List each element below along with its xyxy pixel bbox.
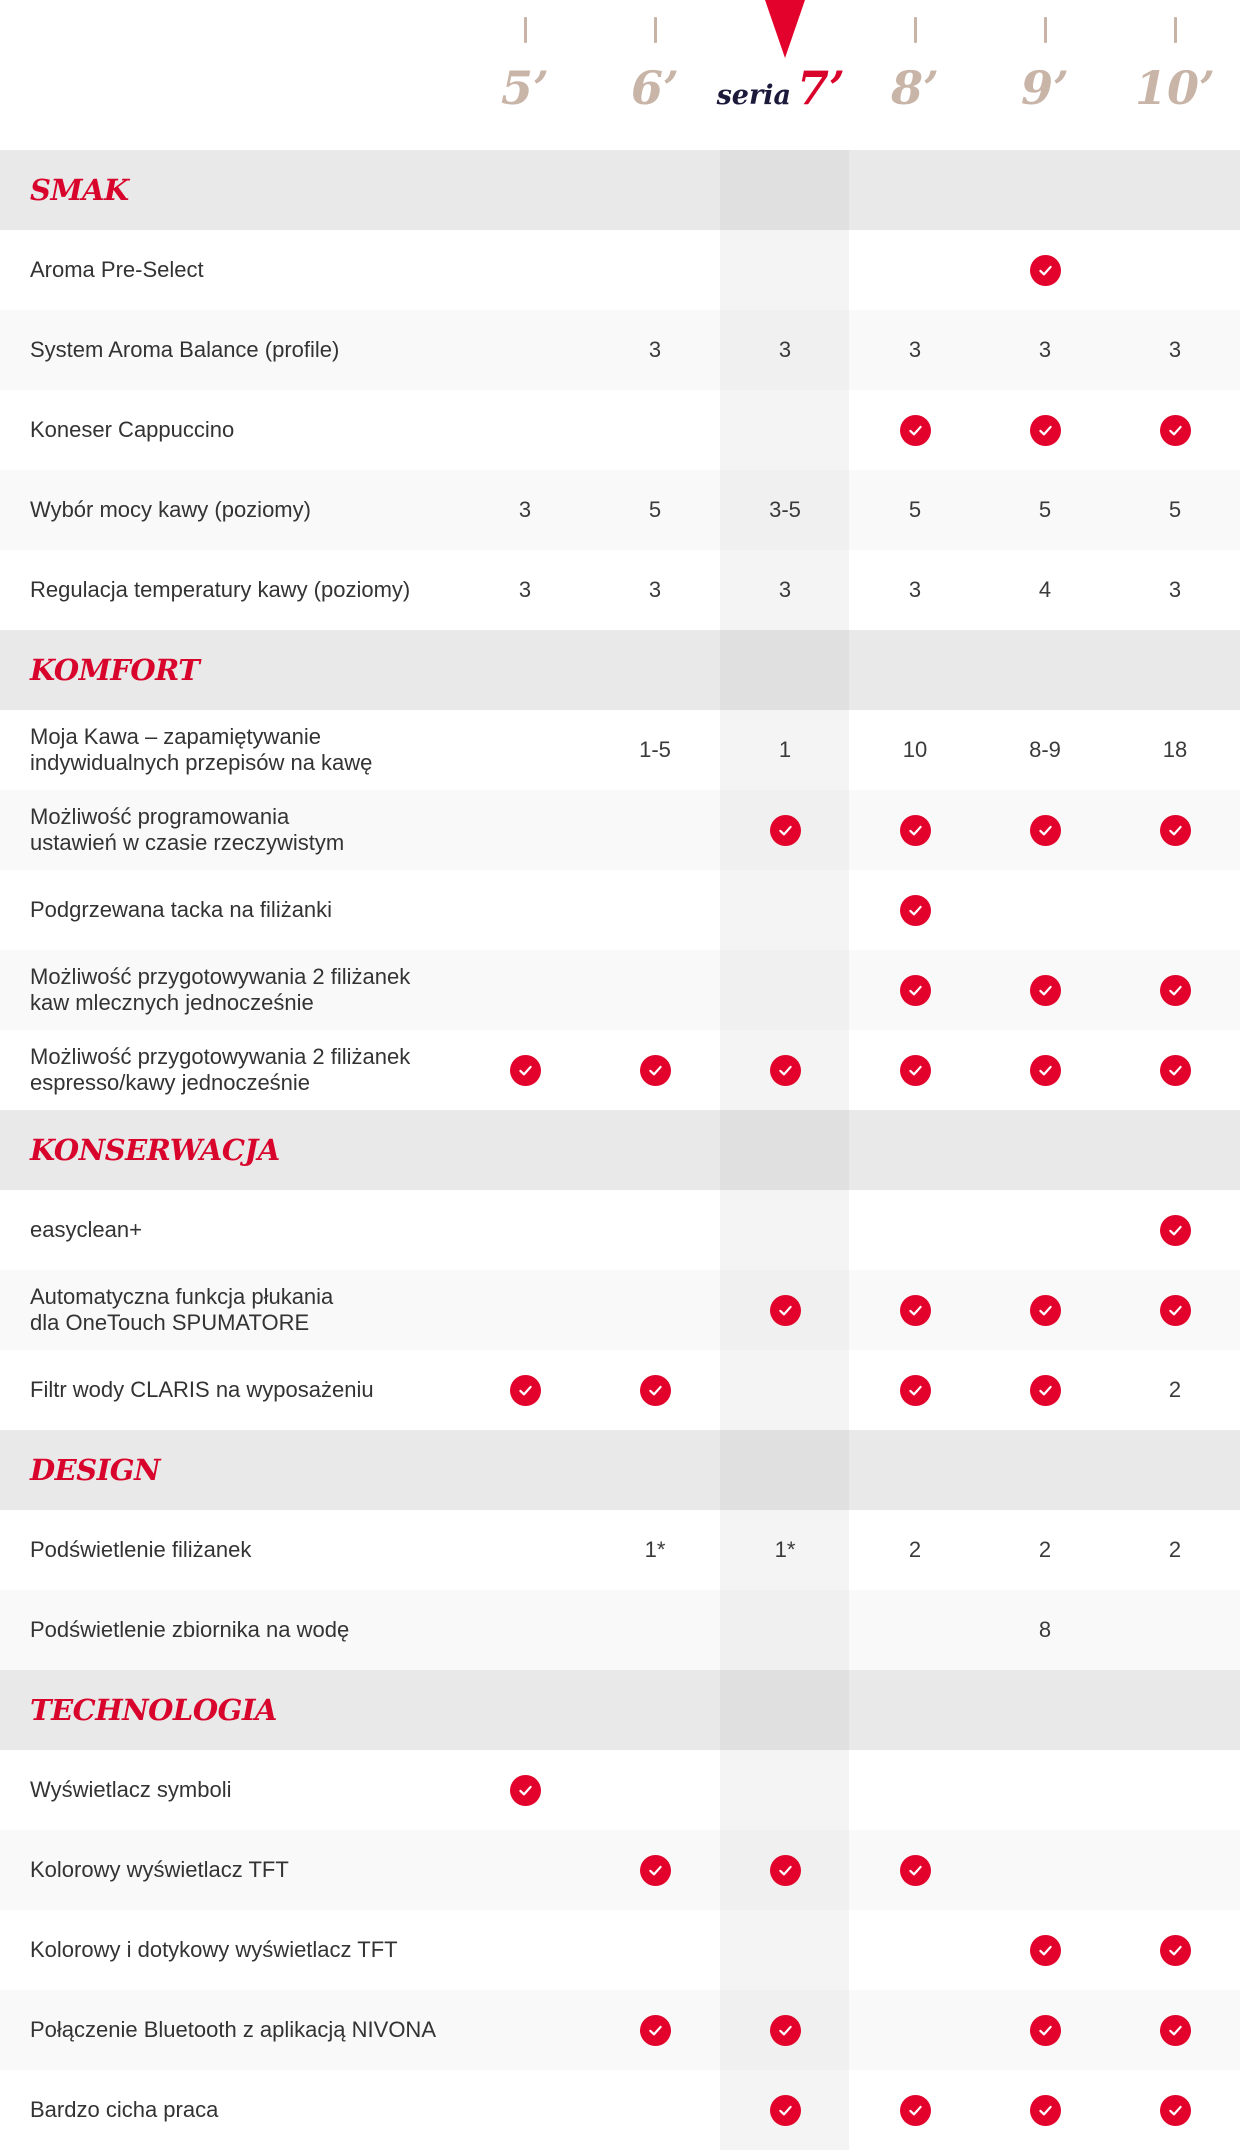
check-circle-icon <box>900 1055 931 1086</box>
empty-cell <box>460 790 590 870</box>
section-title: KONSERWACJA <box>30 1133 280 1167</box>
feature-cell <box>1110 2070 1240 2150</box>
feature-label: System Aroma Balance (profile) <box>30 337 340 362</box>
check-circle-icon <box>1160 415 1191 446</box>
table-row <box>0 310 1240 390</box>
feature-value: 3 <box>518 577 532 602</box>
check-circle-icon <box>510 1055 541 1086</box>
table-row <box>0 1590 1240 1670</box>
table-row <box>0 710 1240 790</box>
highlight-column-cell <box>720 150 849 230</box>
empty-cell <box>590 1910 720 1990</box>
empty-cell <box>590 1270 720 1350</box>
feature-cell <box>1110 1030 1240 1110</box>
empty-cell <box>980 1750 1110 1830</box>
check-circle-icon <box>900 1375 931 1406</box>
empty-cell <box>850 1990 980 2070</box>
feature-cell <box>980 790 1110 870</box>
check-circle-icon <box>770 1855 801 1886</box>
model-number: 9’ <box>1020 61 1070 115</box>
feature-value: 3 <box>778 577 792 602</box>
model-tick-mark <box>914 17 917 43</box>
check-circle-icon <box>770 1055 801 1086</box>
check-circle-icon <box>1030 1935 1061 1966</box>
feature-value: 2 <box>1038 1537 1052 1562</box>
empty-cell <box>460 1510 590 1590</box>
feature-label: Kolorowy i dotykowy wyświetlacz TFT <box>30 1937 398 1962</box>
check-circle-icon <box>770 1295 801 1326</box>
empty-cell <box>590 230 720 310</box>
model-tick-mark <box>1174 17 1177 43</box>
feature-cell <box>850 2070 980 2150</box>
feature-value: 3 <box>908 577 922 602</box>
model-tick-mark <box>654 17 657 43</box>
model-column-header-3 <box>850 60 980 116</box>
empty-cell <box>590 870 720 950</box>
check-circle-icon <box>1030 255 1061 286</box>
check-circle-icon <box>900 1855 931 1886</box>
feature-label: Moja Kawa – zapamiętywanie indywidualnych przepisów na kawę <box>30 724 373 775</box>
empty-cell <box>460 710 590 790</box>
empty-cell <box>460 950 590 1030</box>
check-circle-icon <box>1160 2015 1191 2046</box>
feature-value: 1* <box>644 1537 666 1562</box>
feature-label: Wyświetlacz symboli <box>30 1777 232 1802</box>
check-circle-icon <box>1030 415 1061 446</box>
model-number: 8’ <box>890 61 940 115</box>
feature-value: 3 <box>518 497 532 522</box>
feature-value: 3 <box>778 337 792 362</box>
model-number: 6’ <box>630 61 680 115</box>
check-circle-icon <box>1160 2095 1191 2126</box>
feature-cell <box>980 1910 1110 1990</box>
table-row <box>0 1750 1240 1830</box>
table-row <box>0 1270 1240 1350</box>
highlight-column-cell <box>720 1110 849 1190</box>
empty-cell <box>460 310 590 390</box>
check-circle-icon <box>900 895 931 926</box>
feature-cell <box>1110 390 1240 470</box>
empty-cell <box>850 1750 980 1830</box>
table-row <box>0 550 1240 630</box>
feature-cell <box>980 390 1110 470</box>
feature-cell <box>460 1350 590 1430</box>
feature-value: 3 <box>648 577 662 602</box>
feature-cell <box>980 1990 1110 2070</box>
table-row <box>0 1910 1240 1990</box>
feature-label: Koneser Cappuccino <box>30 417 235 442</box>
feature-value: 2 <box>1168 1377 1182 1402</box>
model-column-header-5 <box>1110 60 1240 116</box>
feature-cell <box>460 1030 590 1110</box>
feature-cell <box>850 1270 980 1350</box>
seria-prefix-label: seria <box>716 80 791 111</box>
feature-cell <box>590 1350 720 1430</box>
feature-cell <box>720 2070 850 2150</box>
feature-label: Aroma Pre-Select <box>30 257 204 282</box>
empty-cell <box>460 2070 590 2150</box>
table-row <box>0 230 1240 310</box>
empty-cell <box>1110 230 1240 310</box>
check-circle-icon <box>1030 975 1061 1006</box>
feature-value: 5 <box>1168 497 1182 522</box>
check-circle-icon <box>900 415 931 446</box>
feature-cell <box>720 1030 850 1110</box>
check-circle-icon <box>1160 975 1191 1006</box>
feature-value: 10 <box>902 737 928 762</box>
table-row <box>0 790 1240 870</box>
table-row <box>0 950 1240 1030</box>
model-tick-mark <box>1044 17 1047 43</box>
check-circle-icon <box>1030 1295 1061 1326</box>
feature-value: 3-5 <box>769 497 801 522</box>
empty-cell <box>1110 1750 1240 1830</box>
empty-cell <box>850 1910 980 1990</box>
check-circle-icon <box>640 1855 671 1886</box>
feature-label: Wybór mocy kawy (poziomy) <box>30 497 311 522</box>
model-header <box>0 0 1240 150</box>
feature-value: 5 <box>1038 497 1052 522</box>
check-circle-icon <box>1030 815 1061 846</box>
empty-cell <box>720 1590 850 1670</box>
empty-cell <box>720 870 850 950</box>
feature-cell <box>980 1350 1110 1430</box>
empty-cell <box>460 1270 590 1350</box>
check-circle-icon <box>770 815 801 846</box>
empty-cell <box>720 1910 850 1990</box>
feature-value: 8 <box>1038 1617 1052 1642</box>
check-circle-icon <box>1160 1215 1191 1246</box>
feature-cell <box>980 2070 1110 2150</box>
feature-cell <box>460 1750 590 1830</box>
feature-cell <box>850 870 980 950</box>
feature-value: 3 <box>648 337 662 362</box>
empty-cell <box>590 1590 720 1670</box>
empty-cell <box>460 390 590 470</box>
check-circle-icon <box>900 1295 931 1326</box>
empty-cell <box>460 1190 590 1270</box>
table-row <box>0 1510 1240 1590</box>
table-row <box>0 1350 1240 1430</box>
check-circle-icon <box>1160 815 1191 846</box>
check-circle-icon <box>770 2095 801 2126</box>
empty-cell <box>590 1750 720 1830</box>
section-title: TECHNOLOGIA <box>30 1693 277 1727</box>
feature-label: Regulacja temperatury kawy (poziomy) <box>30 577 411 602</box>
feature-label: Podświetlenie zbiornika na wodę <box>30 1617 350 1642</box>
model-tick-mark <box>524 17 527 43</box>
model-column-header-0 <box>460 60 590 116</box>
check-circle-icon <box>1030 2015 1061 2046</box>
feature-cell <box>850 1350 980 1430</box>
empty-cell <box>720 1350 850 1430</box>
empty-cell <box>980 870 1110 950</box>
feature-cell <box>850 1030 980 1110</box>
feature-cell <box>850 390 980 470</box>
feature-cell <box>980 230 1110 310</box>
table-row <box>0 1990 1240 2070</box>
feature-value: 3 <box>1038 337 1052 362</box>
feature-cell <box>1110 790 1240 870</box>
check-circle-icon <box>900 975 931 1006</box>
feature-value: 3 <box>908 337 922 362</box>
empty-cell <box>460 870 590 950</box>
check-circle-icon <box>770 2015 801 2046</box>
model-number: 10’ <box>1134 61 1216 115</box>
table-row <box>0 870 1240 950</box>
section-header <box>0 150 1240 230</box>
feature-cell <box>850 790 980 870</box>
feature-value: 2 <box>908 1537 922 1562</box>
feature-cell <box>1110 950 1240 1030</box>
feature-cell <box>1110 1910 1240 1990</box>
feature-cell <box>720 790 850 870</box>
table-row <box>0 1030 1240 1110</box>
feature-cell <box>720 1830 850 1910</box>
section-header <box>0 1670 1240 1750</box>
table-row <box>0 1190 1240 1270</box>
empty-cell <box>720 950 850 1030</box>
feature-cell <box>590 1990 720 2070</box>
feature-cell <box>720 1270 850 1350</box>
table-row <box>0 1830 1240 1910</box>
feature-label: Automatyczna funkcja płukania dla OneTouch SPUMATORE <box>30 1284 334 1335</box>
section-header <box>0 1110 1240 1190</box>
feature-label: Możliwość przygotowywania 2 filiżanek kaw mlecznych jednocześnie <box>30 964 411 1015</box>
feature-cell <box>1110 1190 1240 1270</box>
check-circle-icon <box>900 815 931 846</box>
feature-cell <box>720 1990 850 2070</box>
model-number: 5’ <box>500 61 550 115</box>
empty-cell <box>720 1750 850 1830</box>
highlight-column-cell <box>720 1430 849 1510</box>
feature-value: 5 <box>648 497 662 522</box>
feature-value: 2 <box>1168 1537 1182 1562</box>
section-header <box>0 630 1240 710</box>
check-circle-icon <box>640 1055 671 1086</box>
feature-cell <box>980 950 1110 1030</box>
model-column-header-2 <box>695 60 845 124</box>
empty-cell <box>590 1190 720 1270</box>
check-circle-icon <box>1030 2095 1061 2126</box>
check-circle-icon <box>640 2015 671 2046</box>
empty-cell <box>1110 870 1240 950</box>
highlight-column-cell <box>720 1670 849 1750</box>
feature-value: 3 <box>1168 577 1182 602</box>
check-circle-icon <box>900 2095 931 2126</box>
table-row <box>0 470 1240 550</box>
feature-cell <box>980 1270 1110 1350</box>
feature-cell <box>590 1030 720 1110</box>
section-title: KOMFORT <box>30 653 200 687</box>
empty-cell <box>980 1190 1110 1270</box>
feature-value: 1* <box>774 1537 796 1562</box>
check-circle-icon <box>510 1375 541 1406</box>
check-circle-icon <box>640 1375 671 1406</box>
comparison-table <box>0 150 1240 2150</box>
check-circle-icon <box>510 1775 541 1806</box>
empty-cell <box>460 230 590 310</box>
feature-cell <box>590 1830 720 1910</box>
check-circle-icon <box>1030 1375 1061 1406</box>
feature-cell <box>1110 1270 1240 1350</box>
feature-cell <box>980 1030 1110 1110</box>
feature-label: Możliwość przygotowywania 2 filiżanek espresso/kawy jednocześnie <box>30 1044 411 1095</box>
feature-value: 3 <box>1168 337 1182 362</box>
feature-label: Możliwość programowania ustawień w czasie rzeczywistym <box>30 804 345 855</box>
empty-cell <box>850 1590 980 1670</box>
feature-cell <box>850 950 980 1030</box>
feature-value: 4 <box>1038 577 1052 602</box>
empty-cell <box>1110 1590 1240 1670</box>
empty-cell <box>850 1190 980 1270</box>
empty-cell <box>590 790 720 870</box>
check-circle-icon <box>1160 1055 1191 1086</box>
selected-series-pointer-icon <box>765 0 805 58</box>
model-number: 7’ <box>796 61 845 115</box>
empty-cell <box>460 1910 590 1990</box>
table-row <box>0 2070 1240 2150</box>
empty-cell <box>590 2070 720 2150</box>
feature-label: Połączenie Bluetooth z aplikacją NIVONA <box>30 2017 436 2042</box>
feature-value: 1 <box>778 737 792 762</box>
check-circle-icon <box>1160 1295 1191 1326</box>
empty-cell <box>460 1590 590 1670</box>
feature-label: Bardzo cicha praca <box>30 2097 219 2122</box>
feature-label: Podgrzewana tacka na filiżanki <box>30 897 333 922</box>
check-circle-icon <box>1030 1055 1061 1086</box>
feature-cell <box>850 1830 980 1910</box>
feature-label: Filtr wody CLARIS na wyposażeniu <box>30 1377 374 1402</box>
empty-cell <box>720 1190 850 1270</box>
feature-label: easyclean+ <box>30 1217 142 1242</box>
feature-value: 18 <box>1162 737 1188 762</box>
empty-cell <box>460 1990 590 2070</box>
empty-cell <box>460 1830 590 1910</box>
feature-cell <box>1110 1990 1240 2070</box>
empty-cell <box>850 230 980 310</box>
model-column-header-4 <box>980 60 1110 116</box>
highlight-column-cell <box>720 630 849 710</box>
feature-label: Kolorowy wyświetlacz TFT <box>30 1857 289 1882</box>
table-row <box>0 390 1240 470</box>
empty-cell <box>720 230 850 310</box>
empty-cell <box>980 1830 1110 1910</box>
section-title: DESIGN <box>30 1453 161 1487</box>
feature-label: Podświetlenie filiżanek <box>30 1537 252 1562</box>
feature-value: 5 <box>908 497 922 522</box>
empty-cell <box>590 950 720 1030</box>
check-circle-icon <box>1160 1935 1191 1966</box>
feature-value: 8-9 <box>1029 737 1061 762</box>
empty-cell <box>1110 1830 1240 1910</box>
section-header <box>0 1430 1240 1510</box>
empty-cell <box>590 390 720 470</box>
section-title: SMAK <box>30 173 129 207</box>
empty-cell <box>720 390 850 470</box>
feature-value: 1-5 <box>639 737 671 762</box>
